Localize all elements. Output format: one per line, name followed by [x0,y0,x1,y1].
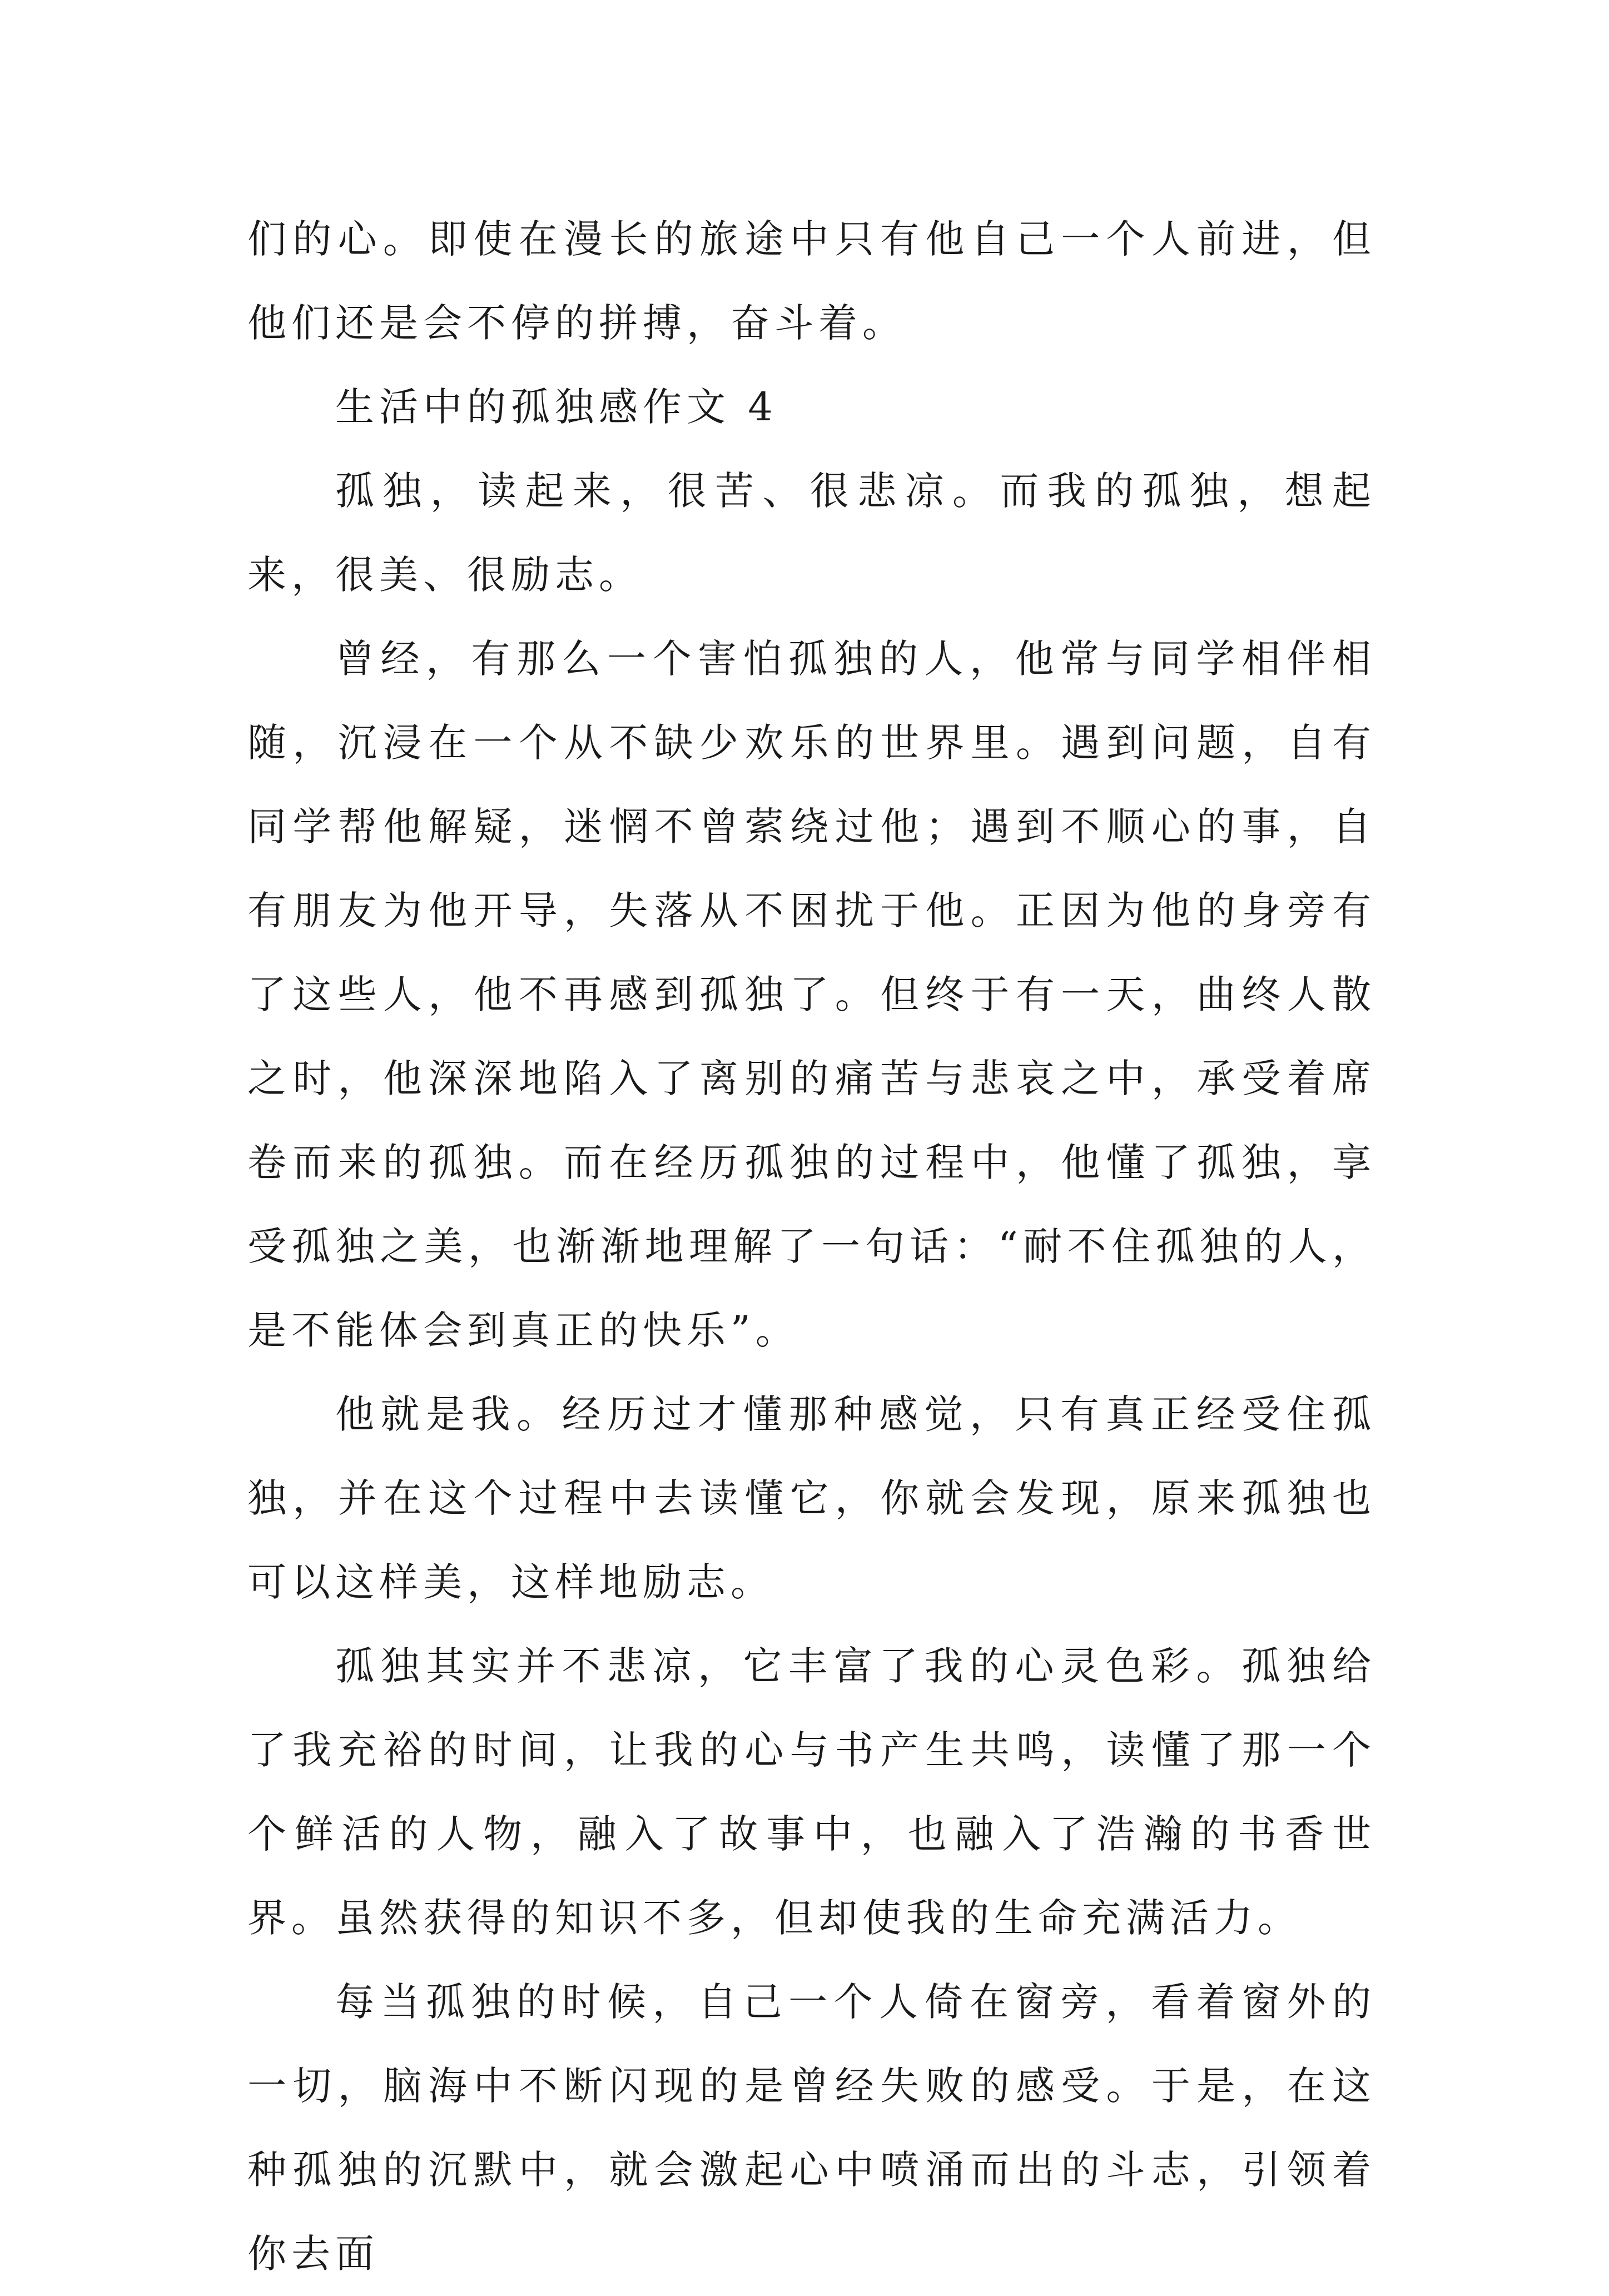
paragraph: 孤独，读起来，很苦、很悲凉。而我的孤独，想起来，很美、很励志。 [247,468,1376,598]
paragraph-continuation: 们的心。即使在漫长的旅途中只有他自己一个人前进，但他们还是会不停的拼搏，奋斗着。 [247,216,1376,346]
paragraph: 他就是我。经历过才懂那种感觉，只有真正经受住孤独，并在这个过程中去读懂它，你就会发现，原来孤独也可以这样美，这样地励志。 [247,1391,1376,1605]
paragraph: 每当孤独的时候，自己一个人倚在窗旁，看着窗外的一切，脑海中不断闪现的是曾经失败的感受。于是，在这种孤独的沉默中，就会激起心中喷涌而出的斗志，引领着你去面 [247,1979,1376,2277]
essay-heading: 生活中的孤独感作文 4 [335,384,778,430]
document-body [247,197,1376,2296]
paragraph: 孤独其实并不悲凉，它丰富了我的心灵色彩。孤独给了我充裕的时间，让我的心与书产生共鸣，读懂了那一个个鲜活的人物，融入了故事中，也融入了浩瀚的书香世界。虽然获得的知识不多，但却使我的生命充满活力。 [247,1643,1376,1941]
paragraph: 曾经，有那么一个害怕孤独的人，他常与同学相伴相随，沉浸在一个从不缺少欢乐的世界里。遇到问题，自有同学帮他解疑，迷惘不曾萦绕过他；遇到不顺心的事，自有朋友为他开导，失落从不困扰于他。正因为他的身旁有了这些人，他不再感到孤独了。但终于有一天，曲终人散之时，他深深地陷入了离别的痛苦与悲哀之中，承受着席卷而来的孤独。而在经历孤独的过程中，他懂了孤独，享受孤独之美，也渐渐地理解了一句话：“耐不住孤独的人，是不能体会到真正的快乐”。 [247,636,1376,1353]
